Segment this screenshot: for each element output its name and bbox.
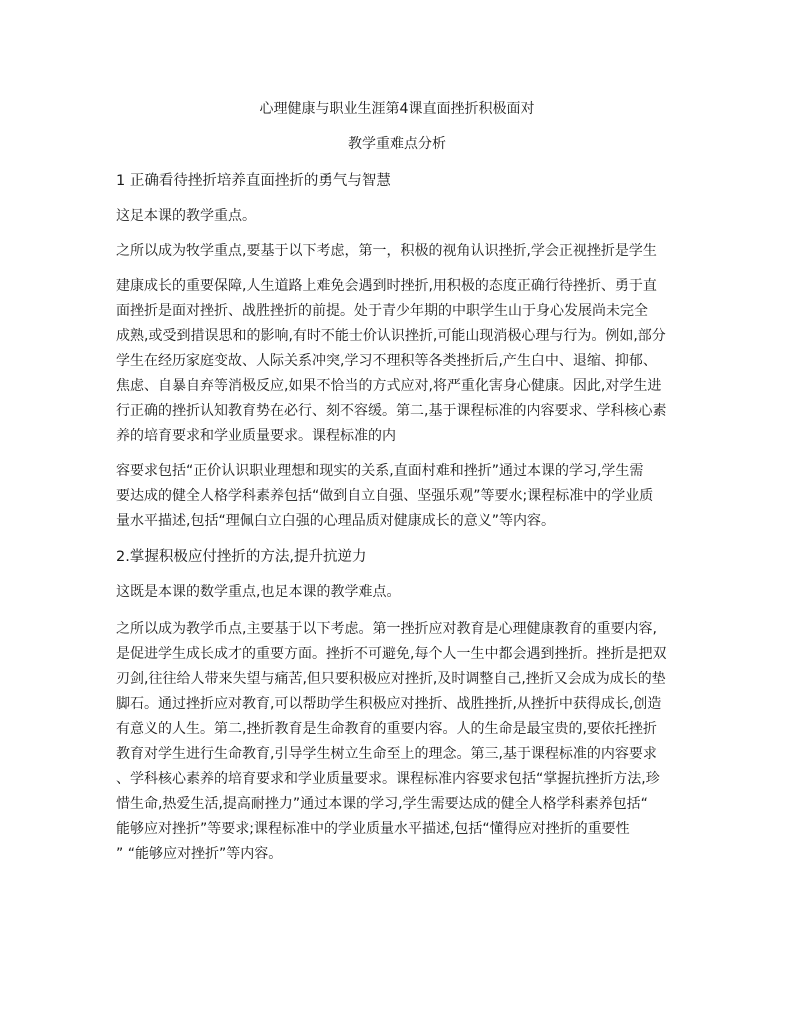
section-2-paragraph-line: 有意义的人生。第二,挫折教育是生命教育的重要内容。人的生命是最宝贵的,要依托挫折 (116, 721, 657, 737)
section-2-paragraph-line: 、学科核心素养的培育要求和学业质量要求。课程标准内容要求包括“掌握抗挫折方法,珍 (116, 771, 660, 787)
section-2-paragraph-line: 刃剑,往往给人带来失望与痛苦,但只要积极应对挫折,及时调整自己,挫折又会成为成长的垫 (116, 671, 666, 687)
section-2-intro: 这既是本课的数学重点,也足本课的教学难点。 (116, 584, 401, 600)
section-1-paragraph-b-line: 学生在经历家庭变故、人际关系冲突,学习不理积等各类挫折后,产生白中、退缩、抑郁、 (116, 353, 657, 369)
section-1-paragraph-c-line: 要达成的健全人格学科素养包括“做到自立自强、坚强乐观”等要水;课程标准中的学业质 (116, 488, 654, 504)
section-1-paragraph-b-line: 建康成长的重要保障,人生道路上难免会遇到时挫折,用积极的态度正确行待挫折、勇于直 (116, 278, 657, 294)
section-1-intro: 这足本课的教学重点。 (116, 208, 256, 224)
section-2-heading: 2.掌握积极应付挫折的方法,提升抗逆力 (116, 549, 367, 565)
section-2-paragraph-line: 教育对学生进行生命教育,引导学生树立生命至上的理念。第三,基于课程标准的内容要求 (116, 746, 657, 762)
section-1-paragraph-c-line: 容要求包括“正价认识职业理想和现实的关系,直面村难和挫折”通过本课的学习,学生需 (116, 463, 644, 479)
document-title: 心理健康与职业生涯第4课直面挫折积极面对 (259, 101, 535, 117)
section-1-paragraph-b-line: 行正确的挫折认知教育势在必行、刻不容缓。第二,基于课程标准的内容要求、学科核心素 (116, 403, 667, 419)
section-1-paragraph-b-line: 成熟,或受到措误思和的影响,有时不能士价认识挫折,可能山现消极心理与行为。例如,部分 (116, 328, 666, 344)
section-2-paragraph-line: 是促进学生成长成才的重要方面。挫折不可避免,每个人一生中都会遇到挫折。挫折是把双 (116, 646, 667, 662)
section-2-paragraph-line: 之所以成为教学币点,主要基于以下考虑。第一挫折应对教育是心理健康教育的重要内容, (116, 621, 657, 637)
section-1-paragraph-b-line: 养的培育要求和学业质量要求。课程标准的内 (116, 428, 396, 444)
section-1-paragraph-c-line: 量水平描述,包括“理佩白立白强的心理品质对健康成长的意义”等内容。 (116, 513, 555, 529)
section-2-paragraph-line: 惜生命,热爱生活,提高耐挫力”通过本课的学习,学生需要达成的健全人格学科素养包括“ (116, 796, 648, 812)
section-1-heading: 1 正确看待挫折培养直面挫折的勇气与智慧 (116, 173, 391, 189)
section-1-paragraph-a-line: 之所以成为牧学重点,要基于以下考虑，第一，积极的视角认识挫折,学会正视挫折是学生 (116, 243, 657, 259)
section-1-paragraph-b-line: 面挫折是面对挫折、战胜挫折的前提。处于青少年期的中职学生山于身心发展尚未完全 (116, 303, 648, 319)
section-2-paragraph-line: 能够应对挫折”等要求;课程标准中的学业质量水平描述,包括“懂得应对挫折的重要性 (116, 821, 630, 837)
section-1-paragraph-b-line: 焦虑、自暴自弃等消极反应,如果不恰当的方式应对,将严重化害身心健康。因此,对学生进 (116, 378, 662, 394)
section-2-paragraph-line: 脚石。通过挫折应对教育,可以帮助学生积极应对挫折、战胜挫折,从挫折中获得成长,创造 (116, 696, 662, 712)
section-2-paragraph-line: ” “能够应对挫折”等内容。 (116, 846, 283, 862)
document-subtitle: 教学重难点分析 (348, 136, 446, 152)
